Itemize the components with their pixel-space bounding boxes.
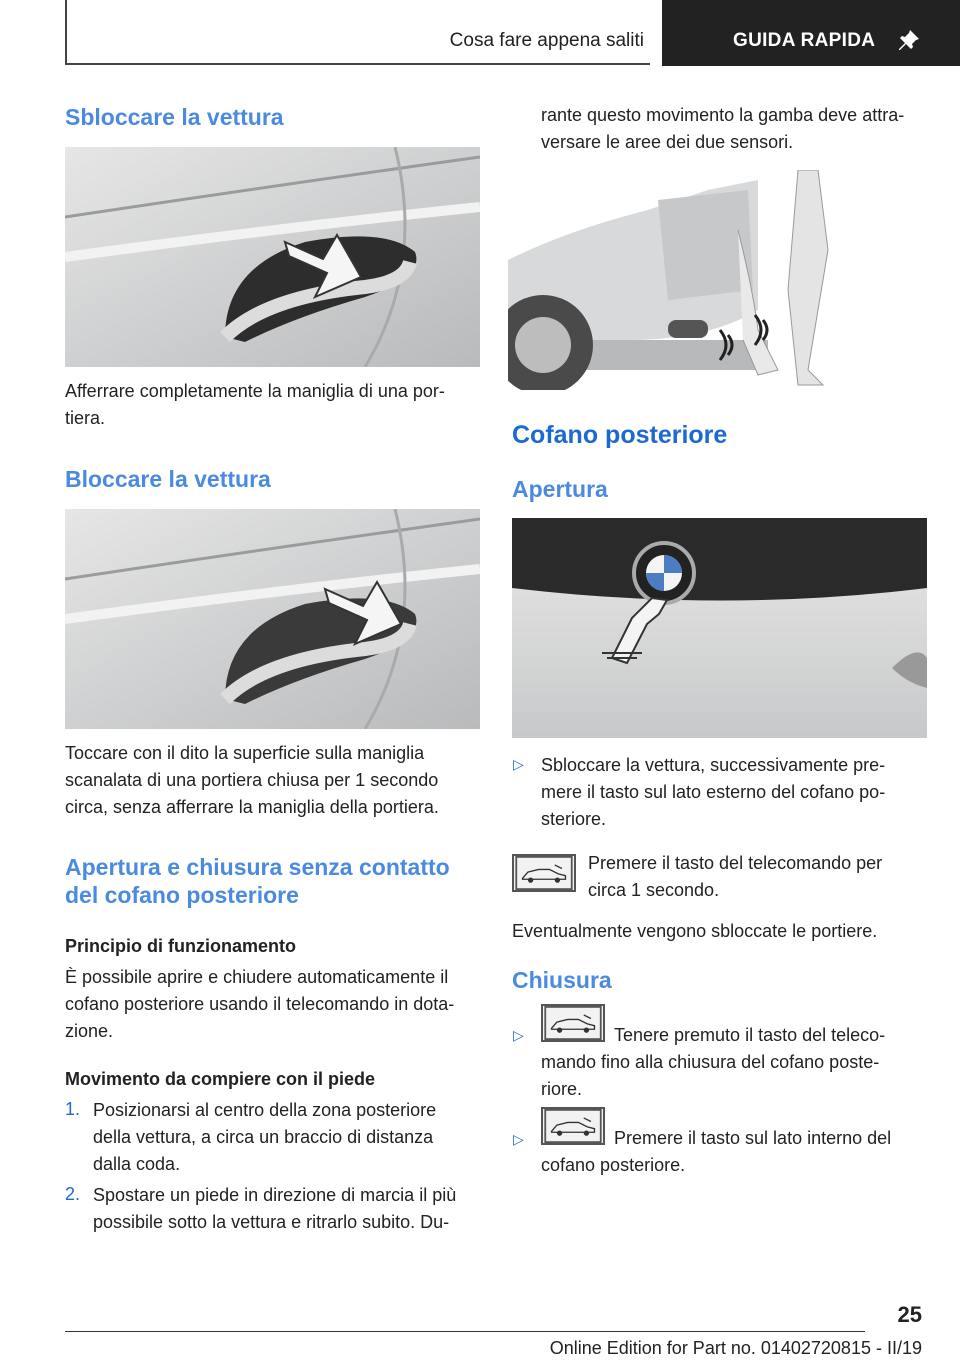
closing-bullet1-line: Tenere premuto il tasto del teleco-: [614, 1025, 886, 1045]
header-section-title: Cosa fare appena saliti: [449, 30, 644, 51]
door-handle-lock-image: [65, 509, 480, 729]
closing-bullet2-line: Premere il tasto sul lato interno del: [614, 1128, 892, 1148]
unlock-text-line: tiera.: [65, 408, 106, 428]
principle-title: Principio di funzionamento: [65, 936, 296, 956]
door-handle-unlock-image: [65, 147, 480, 367]
remote-text-line: circa 1 secondo.: [588, 880, 720, 900]
bullet-marker: ▷: [513, 1131, 524, 1147]
step-number: 1.: [65, 1099, 81, 1119]
footer-divider: [65, 1331, 865, 1332]
cont-text-line: rante questo movimento la gamba deve attra-: [541, 105, 905, 125]
remote-tailgate-button-icon: [541, 1004, 605, 1042]
tailgate-inner-button-icon: [541, 1107, 605, 1145]
lock-title: Bloccare la vettura: [65, 466, 271, 492]
opening-bullet-line: steriore.: [541, 809, 607, 829]
step-text-line: dalla coda.: [93, 1154, 181, 1174]
header-divider-left: [65, 0, 67, 64]
lock-text-line: scanalata di una portiera chiusa per 1 secondo: [65, 770, 439, 790]
unlock-title: Sbloccare la vettura: [65, 104, 284, 130]
remote-tailgate-button-icon: [512, 854, 576, 892]
closing-bullet1-line: riore.: [541, 1079, 583, 1099]
step-text-line: della vettura, a circa un braccio di distanza: [93, 1127, 434, 1147]
principle-text-line: cofano posteriore usando il telecomando in dota-: [65, 994, 455, 1014]
tailgate-title: Cofano posteriore: [512, 421, 728, 449]
principle-text-line: zione.: [65, 1021, 114, 1041]
footer-edition: Online Edition for Part no. 01402720815 - II/19: [549, 1338, 922, 1358]
page-number: 25: [897, 1302, 922, 1327]
foot-sensor-image: [508, 170, 846, 390]
opening-title: Apertura: [512, 476, 608, 502]
step-text-line: Spostare un piede in direzione di marcia il più: [93, 1185, 457, 1205]
closing-bullet2-line: cofano posteriore.: [541, 1155, 686, 1175]
principle-text-line: È possibile aprire e chiudere automaticamente il: [65, 967, 449, 987]
movement-title: Movimento da compiere con il piede: [65, 1069, 376, 1089]
step-text-line: possibile sotto la vettura e ritrarlo subito. Du-: [93, 1212, 450, 1232]
header-divider-bottom: [65, 63, 650, 65]
contactless-title-line: Apertura e chiusura senza contatto: [65, 854, 450, 880]
header-tab-label: GUIDA RAPIDA: [733, 30, 876, 51]
bullet-marker: ▷: [513, 1027, 524, 1043]
step-number: 2.: [65, 1184, 81, 1204]
pushpin-icon: [895, 26, 923, 54]
lock-text-line: Toccare con il dito la superficie sulla maniglia: [65, 743, 425, 763]
unlock-text-line: Afferrare completamente la maniglia di una por-: [65, 381, 445, 401]
opening-bullet-line: mere il tasto sul lato esterno del cofano po-: [541, 782, 886, 802]
tailgate-button-image: [512, 518, 927, 738]
contactless-title-line: del cofano posteriore: [65, 882, 299, 908]
step-text-line: Posizionarsi al centro della zona posteriore: [93, 1100, 437, 1120]
closing-bullet1-line: mando fino alla chiusura del cofano poste-: [541, 1052, 880, 1072]
cont-text-line: versare le aree dei due sensori.: [541, 132, 794, 152]
lock-text-line: circa, senza afferrare la maniglia della portiera.: [65, 797, 439, 817]
closing-title: Chiusura: [512, 967, 612, 993]
remote-text-line: Premere il tasto del telecomando per: [588, 853, 883, 873]
opening-bullet-line: Sbloccare la vettura, successivamente pre-: [541, 755, 886, 775]
bullet-marker: ▷: [513, 756, 524, 772]
eventual-text: Eventualmente vengono sbloccate le portiere.: [512, 921, 878, 941]
